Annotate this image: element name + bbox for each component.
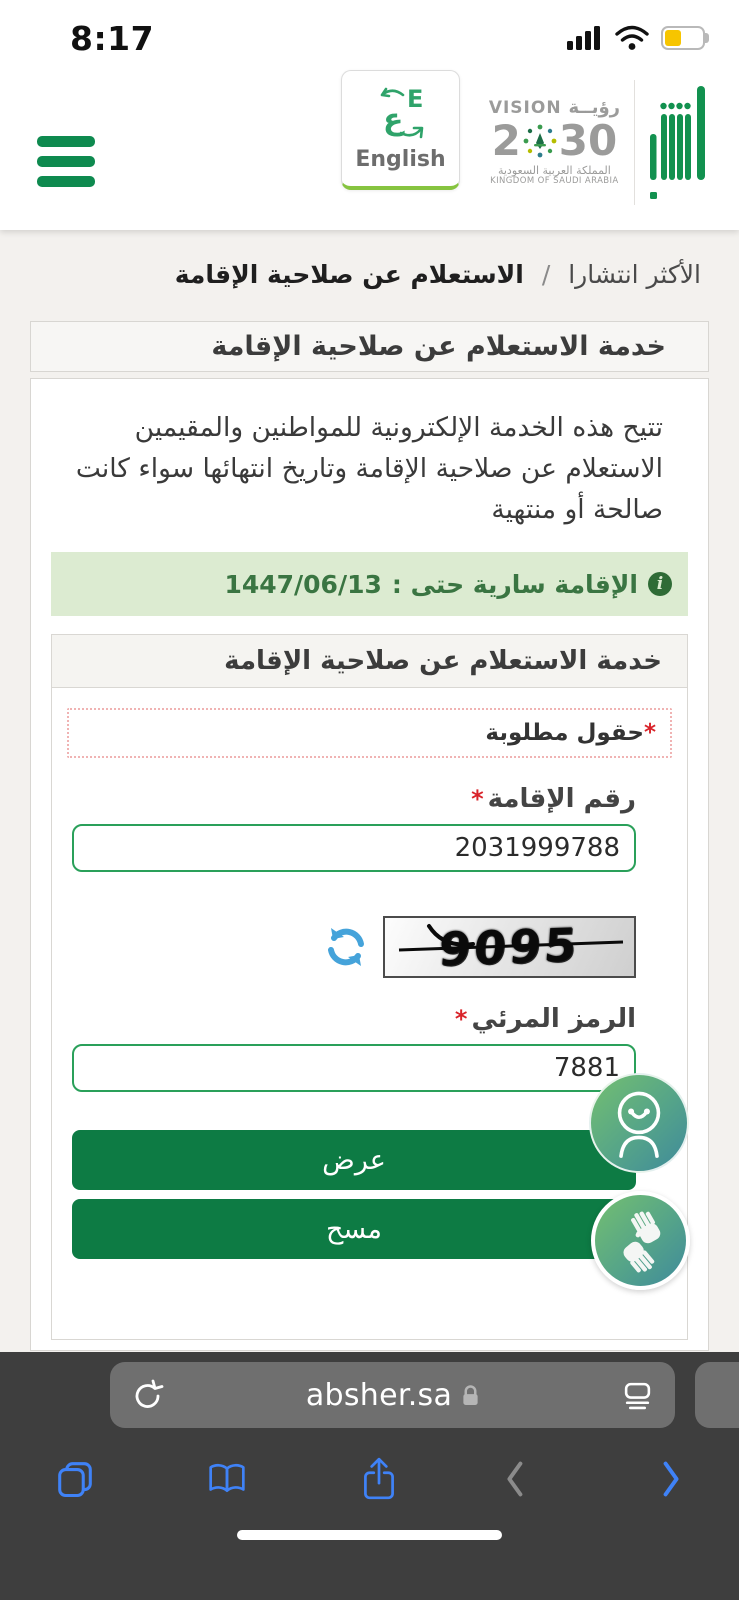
absher-logo	[649, 82, 709, 204]
captcha-noise	[383, 918, 634, 978]
language-toggle-button[interactable]	[341, 70, 460, 190]
reload-icon[interactable]	[132, 1378, 164, 1412]
next-tab-peek[interactable]	[695, 1362, 739, 1428]
english-letter: E	[406, 85, 423, 113]
alert-expiry-date: 1447/06/13	[224, 569, 382, 599]
app-header	[0, 0, 739, 230]
share-icon	[361, 1456, 397, 1502]
captcha-code: 9095	[437, 917, 582, 977]
book-icon	[206, 1461, 248, 1497]
form-panel-title: خدمة الاستعلام عن صلاحية الإقامة	[52, 635, 687, 688]
visual-code-input[interactable]	[72, 1044, 636, 1092]
alert-text: الإقامة سارية حتى :	[391, 569, 638, 599]
tabs-button[interactable]	[55, 1459, 95, 1499]
page-settings-icon[interactable]	[622, 1380, 653, 1411]
share-button[interactable]	[361, 1456, 397, 1502]
language-label: English	[355, 147, 446, 172]
chatbot-button[interactable]	[589, 1073, 689, 1173]
chevron-right-icon	[659, 1460, 681, 1498]
browser-toolbar	[0, 1444, 739, 1514]
sign-language-icon	[608, 1208, 674, 1274]
breadcrumb	[0, 230, 739, 307]
clear-button[interactable]: مسح	[72, 1199, 636, 1259]
bookmarks-button[interactable]	[206, 1461, 248, 1497]
chevron-left-icon	[505, 1460, 527, 1498]
address-bar[interactable]	[110, 1362, 675, 1428]
required-fields-note: *حقول مطلوبة	[67, 708, 672, 758]
view-button[interactable]: عرض	[72, 1130, 636, 1190]
breadcrumb-parent[interactable]: الأكثر انتشارا	[568, 260, 701, 289]
cellular-signal-icon	[567, 25, 603, 51]
back-button[interactable]	[505, 1460, 527, 1498]
arabic-letter: ع	[382, 102, 403, 137]
url-text: absher.sa	[305, 1377, 453, 1413]
menu-button[interactable]	[37, 136, 95, 196]
breadcrumb-current: الاستعلام عن صلاحية الإقامة	[174, 260, 524, 289]
browser-chrome	[0, 1352, 739, 1600]
breadcrumb-separator: /	[541, 260, 551, 289]
language-swap-icon	[373, 85, 429, 143]
page-title: خدمة الاستعلام عن صلاحية الإقامة	[30, 321, 709, 372]
status-bar	[0, 0, 739, 62]
captcha-image	[383, 916, 636, 978]
vision-2030-logo: VISION رؤيــة 2 30 المملكة العربية السعودية KINGDOM OF SAUDI ARABIA	[488, 97, 620, 186]
chatbot-icon	[603, 1085, 675, 1161]
iqama-number-input[interactable]	[72, 824, 636, 872]
sign-language-button[interactable]	[591, 1191, 690, 1290]
service-description: تتيح هذه الخدمة الإلكترونية للمواطنين والمقيمين الاستعلام عن صلاحية الإقامة وتاريخ انتهائها سواء كانت صالحة أو منتهية	[75, 412, 663, 526]
wifi-icon	[615, 25, 649, 51]
iqama-number-label: رقم الإقامة*	[471, 784, 636, 815]
refresh-icon	[323, 924, 369, 970]
info-icon: i	[648, 572, 672, 596]
lock-icon	[461, 1383, 480, 1408]
logo-divider	[634, 80, 635, 205]
clock: 8:17	[70, 18, 155, 58]
tabs-icon	[55, 1459, 95, 1499]
captcha-refresh-button[interactable]	[322, 923, 370, 971]
iqama-validity-alert	[51, 552, 688, 616]
visual-code-label: الرمز المرئي*	[454, 1004, 636, 1035]
forward-button[interactable]	[659, 1460, 681, 1498]
home-indicator[interactable]	[237, 1530, 502, 1540]
battery-icon	[661, 26, 711, 50]
vision-emblem-icon	[522, 123, 558, 159]
